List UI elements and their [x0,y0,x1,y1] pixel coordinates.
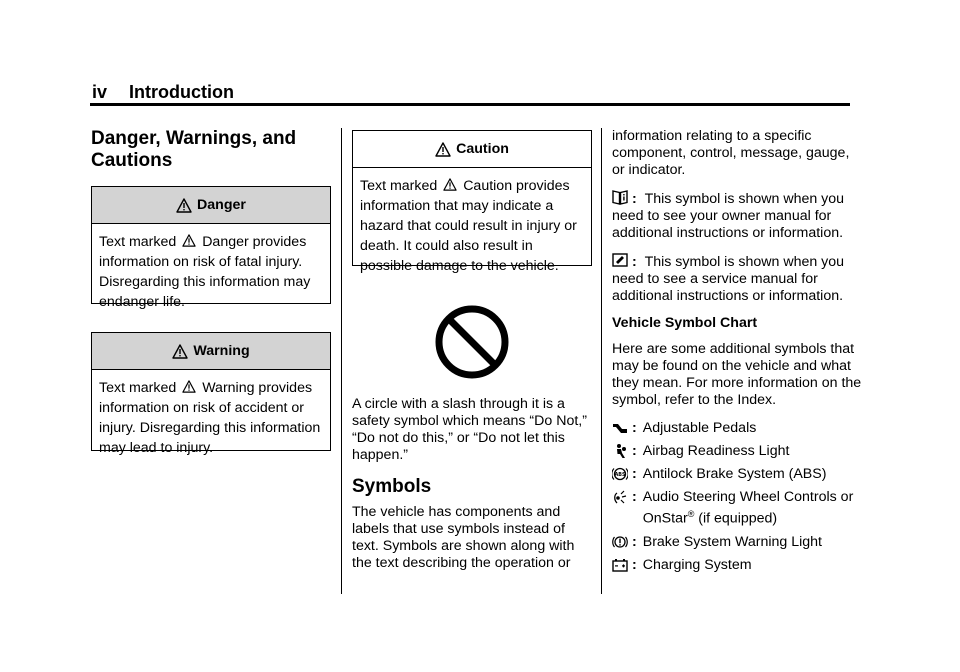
caution-box-header [353,131,591,168]
symbol-item-brake-warning: : Brake System Warning Light [612,534,862,551]
vehicle-symbol-chart-title: Vehicle Symbol Chart [612,315,758,331]
symbol-item-airbag: : Airbag Readiness Light [612,443,862,460]
warning-triangle-icon [176,198,192,213]
header-rule [90,103,850,106]
vehicle-symbol-chart-intro: Here are some additional symbols that may be found on the vehicle and what they mean. For more information on the symbol, refer to the Index. [612,341,862,408]
page-header [92,82,234,103]
warning-triangle-icon [435,142,451,157]
steering-audio-icon [612,489,628,505]
danger-box-header [92,187,330,224]
warning-box [91,332,331,456]
chapter-title: Introduction [129,82,234,102]
column-divider-2 [601,128,602,594]
danger-box [91,186,331,310]
caution-label: Caution [456,140,509,157]
danger-label: Danger [197,196,246,213]
danger-box-body: Text marked Danger provides information on risk of fatal injury. Disregarding this information may endanger life. [99,234,311,310]
svg-text:ABS: ABS [614,473,626,478]
column-1 [91,128,331,456]
page-number: iv [92,82,108,102]
brake-warning-icon [612,534,628,550]
service-manual-entry: : This symbol is shown when you need to see a service manual for additional instructions or information. [612,254,845,304]
warning-triangle-icon [172,344,188,359]
owner-manual-icon [612,189,628,205]
prohibition-icon [432,302,512,382]
symbol-item-charging: : Charging System [612,557,862,574]
continued-text: information relating to a specific component, control, message, gauge, or indicator. [612,128,850,178]
symbol-item-abs: ABS : Antilock Brake System (ABS) [612,466,862,483]
symbols-text: The vehicle has components and labels that use symbols instead of text. Symbols are shown along with the text describing the operation or [352,504,575,571]
airbag-icon [612,443,628,459]
circle-slash-text: A circle with a slash through it is a safety symbol which means “Do Not,” “Do not do this,” or “Do not let this happen.” [352,396,587,463]
column-2 [352,128,592,572]
warning-triangle-icon [182,234,196,247]
symbols-title: Symbols [352,476,432,497]
warning-triangle-icon [182,380,196,393]
column-divider-1 [341,128,342,594]
column-3 [612,128,862,574]
symbol-item-adjustable-pedals: : Adjustable Pedals [612,420,862,437]
owner-manual-entry: : This symbol is shown when you need to see your owner manual for additional instructions or information. [612,191,845,241]
caution-box-body: Text marked Caution provides information that may indicate a hazard that could result in injury or death. It could also result in possible damage to the vehicle. [360,178,577,274]
warning-box-body: Text marked Warning provides information on risk of accident or injury. Disregarding this information may lead to injury. [99,380,321,456]
section-title: Danger, Warnings, and Cautions [91,128,297,171]
warning-label: Warning [193,342,250,359]
service-manual-icon [612,252,628,268]
warning-box-header [92,333,330,370]
abs-icon [612,466,628,482]
battery-icon [612,557,628,573]
caution-box [352,130,592,274]
warning-triangle-icon [443,178,457,191]
adjustable-pedals-icon [612,420,628,436]
symbol-item-audio-steering: : Audio Steering Wheel Controls or OnStar® (if equipped) [612,489,862,528]
